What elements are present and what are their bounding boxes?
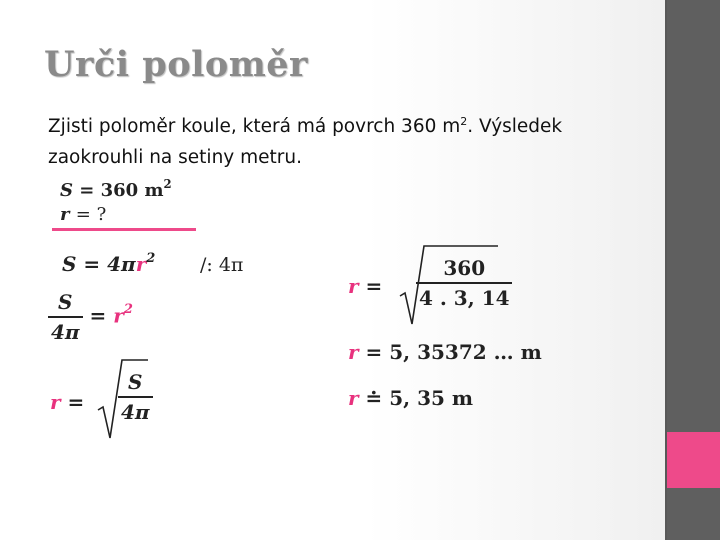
task-text xyxy=(48,112,638,172)
step3-fraction-wrap xyxy=(118,370,153,424)
calc1-eq: = xyxy=(365,274,383,298)
formula-r: r xyxy=(135,252,147,276)
step2-power: 2 xyxy=(123,302,133,318)
slide-title: Urči poloměr xyxy=(44,44,308,85)
given-area xyxy=(60,176,172,201)
calc3-r: r xyxy=(348,386,359,410)
calc1-fraction xyxy=(416,256,512,310)
calc1-numerator: 360 xyxy=(443,256,486,280)
given-s-label: S xyxy=(60,180,73,201)
calc1-r: r xyxy=(348,274,359,298)
calc2-line xyxy=(348,340,542,364)
step2-r: r xyxy=(113,303,124,328)
formula-power: 2 xyxy=(146,250,156,266)
step2-numerator: S xyxy=(58,290,73,314)
step2-fraction xyxy=(48,290,83,344)
formula-s: S xyxy=(62,252,77,276)
calc3-rounded: ≐ 5, 35 m xyxy=(365,386,474,410)
task-text-rest: . Výsledek zaokrouhli na setiny metru. xyxy=(48,116,563,168)
given-r-value: = ? xyxy=(75,204,107,225)
sidebar-pink-accent xyxy=(667,432,720,488)
calc3-line xyxy=(348,386,473,410)
step-divided xyxy=(48,290,133,344)
calc1-r-eq xyxy=(348,274,382,298)
step2-eq: = xyxy=(89,303,107,328)
divide-note: /: 4π xyxy=(200,254,244,276)
given-s-value: = 360 m xyxy=(79,180,164,201)
step3-numerator: S xyxy=(128,370,143,394)
calc2-r: r xyxy=(348,340,359,364)
surface-formula xyxy=(62,252,155,276)
formula-eq: = 4π xyxy=(83,252,136,276)
calc1-fraction-wrap xyxy=(416,256,512,310)
task-unit-power: 2 xyxy=(460,115,468,128)
calc1-denominator: 4 . 3, 14 xyxy=(416,282,512,310)
step3-eq: = xyxy=(67,390,85,414)
given-radius xyxy=(60,204,106,225)
step3-r: r xyxy=(50,390,61,414)
task-text-main: Zjisti poloměr koule, která má povrch 360 m xyxy=(48,116,461,137)
step2-denominator: 4π xyxy=(48,316,83,344)
given-s-power: 2 xyxy=(163,176,172,191)
step3-r-eq xyxy=(50,390,84,414)
calc2-result: = 5, 35372 … m xyxy=(365,340,542,364)
step3-fraction xyxy=(118,370,153,424)
given-r-label: r xyxy=(60,204,70,225)
given-separator xyxy=(52,228,196,231)
step3-denominator: 4π xyxy=(118,396,153,424)
